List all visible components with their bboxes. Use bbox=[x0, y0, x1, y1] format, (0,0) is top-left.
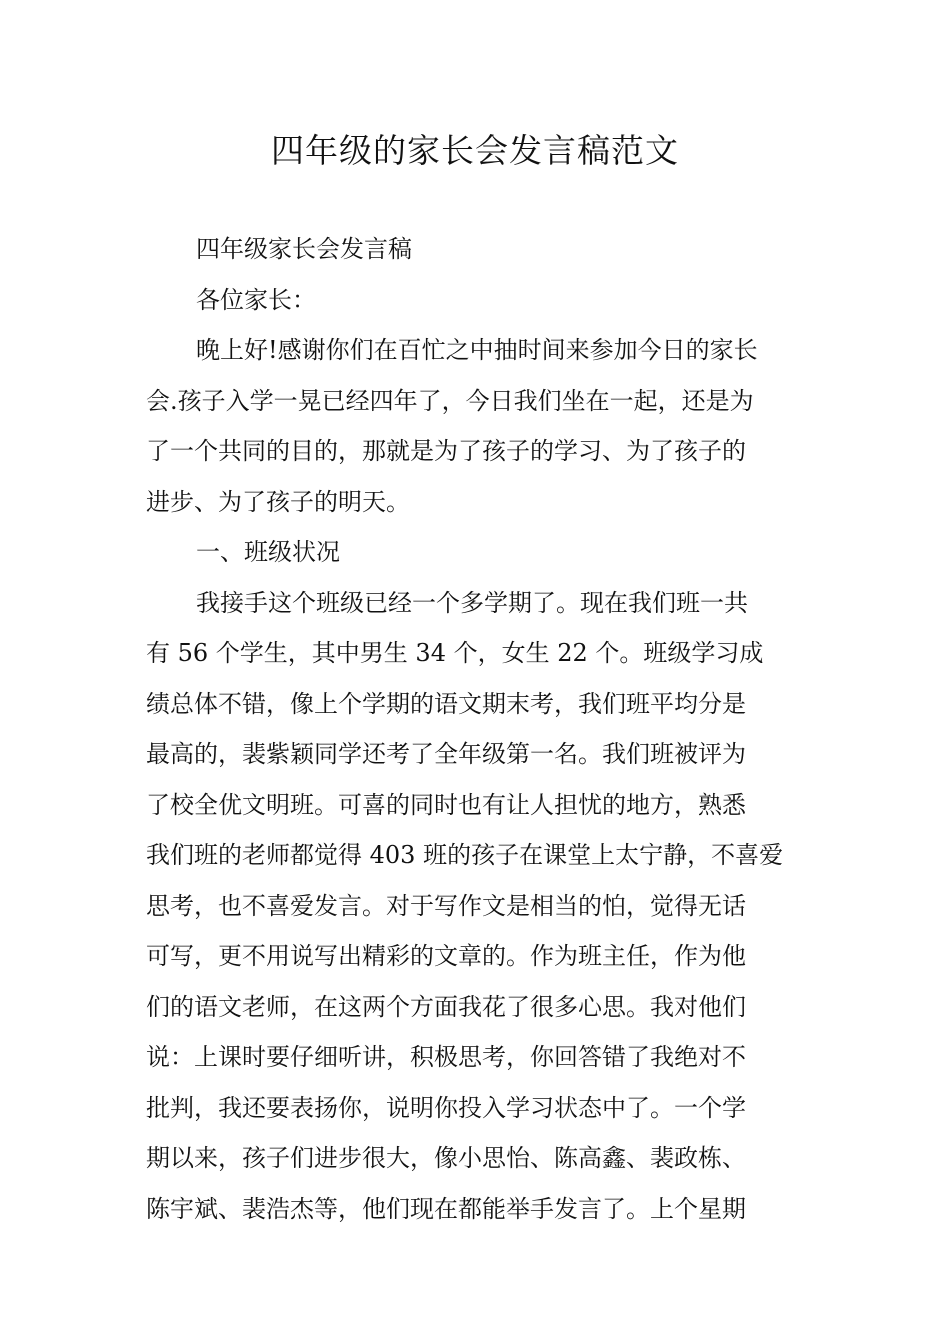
text-line: 说：上课时要仔细听讲，积极思考，你回答错了我绝对不 bbox=[146, 1043, 746, 1071]
text-line: 批判，我还要表扬你，说明你投入学习状态中了。一个学 bbox=[146, 1093, 746, 1122]
text-line: 了校全优文明班。可喜的同时也有让人担忧的地方，熟悉 bbox=[146, 790, 746, 819]
text-line: 晚上好!感谢你们在百忙之中抽时间来参加今日的家长 bbox=[196, 336, 758, 364]
document-title: 四年级的家长会发言稿范文 bbox=[271, 131, 679, 170]
text-line: 各位家长： bbox=[196, 285, 316, 314]
text-line: 我接手这个班级已经一个多学期了。现在我们班一共 bbox=[196, 588, 748, 617]
text-line: 一、班级状况 bbox=[196, 538, 340, 566]
text-line: 期以来，孩子们进步很大，像小思怡、陈高鑫、裴政栋、 bbox=[146, 1144, 746, 1172]
text-line: 我们班的老师都觉得 403 班的孩子在课堂上太宁静，不喜爱 bbox=[146, 841, 784, 869]
document-body bbox=[146, 224, 808, 1234]
text-line: 可写，更不用说写出精彩的文章的。作为班主任，作为他 bbox=[146, 942, 746, 970]
text-line: 绩总体不错，像上个学期的语文期末考，我们班平均分是 bbox=[146, 689, 746, 718]
text-line: 最高的，裴紫颖同学还考了全年级第一名。我们班被评为 bbox=[146, 740, 746, 768]
text-line: 陈宇斌、裴浩杰等，他们现在都能举手发言了。上个星期 bbox=[146, 1194, 746, 1223]
text-line: 们的语文老师，在这两个方面我花了很多心思。我对他们 bbox=[146, 992, 746, 1021]
text-line: 思考，也不喜爱发言。对于写作文是相当的怕，觉得无话 bbox=[146, 891, 746, 920]
text-line: 四年级家长会发言稿 bbox=[196, 235, 412, 263]
text-line: 进步、为了孩子的明天。 bbox=[146, 487, 410, 516]
text-line: 会.孩子入学一晃已经四年了，今日我们坐在一起，还是为 bbox=[146, 386, 754, 415]
text-line: 了一个共同的目的，那就是为了孩子的学习、为了孩子的 bbox=[146, 437, 746, 465]
text-line: 有 56 个学生，其中男生 34 个，女生 22 个。班级学习成 bbox=[146, 639, 764, 667]
